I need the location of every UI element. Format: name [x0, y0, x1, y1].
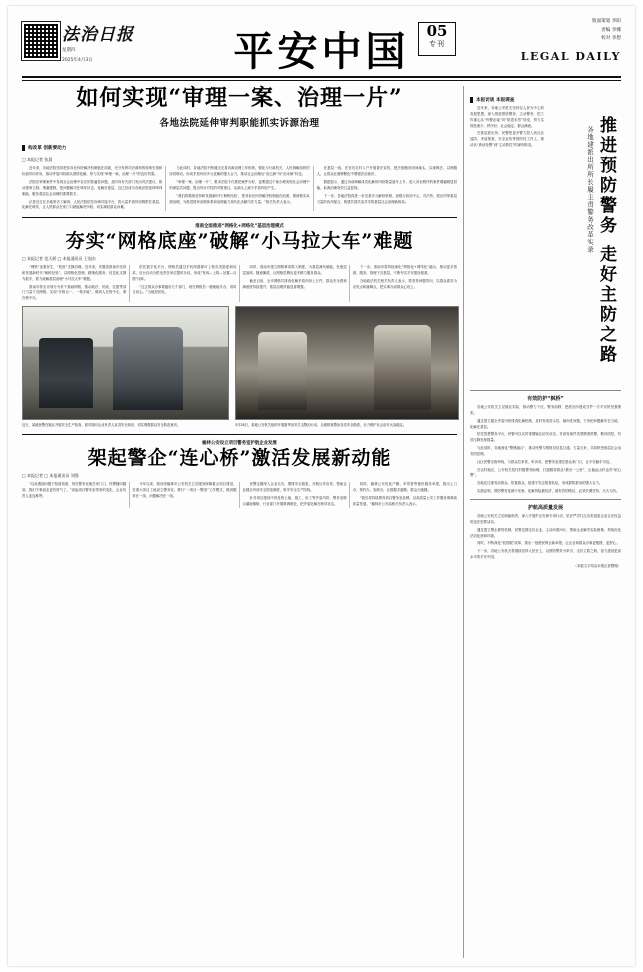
paragraph: 淮南市将全市划分为若干基础网格，推动政法、民政、住建等部门力量下沉网格，实现“多格合一、一格多能”，做到人在格中走、事在格中办。 — [22, 284, 127, 301]
right-section — [463, 86, 621, 958]
right-vertical-headline: 推进预防警务 走好主防之路 — [596, 116, 616, 365]
paragraph: 针对项目建设中涉及的土地、施工、用工等矛盾纠纷，警务室联合属地镇街、行业部门开展联调联处，把矛盾化解在萌芽状态。 — [242, 495, 347, 506]
paragraph: 民警定期深入企业走访，摸排安全隐患，开展反诈宣传，帮助企业健全内部安全防范制度，筑牢安全生产防线。 — [242, 482, 347, 493]
paragraph: 社区民警走街串巷，与群众拉家常、听诉求，把警务室建在群众家门口，让平安触手可及。 — [477, 459, 613, 464]
right-bottom-text — [470, 514, 621, 561]
story-third-kicker: 榆林公安设立项目警务室护航企业发展 — [202, 441, 277, 447]
section-divider-1 — [22, 217, 457, 218]
issue-badge — [418, 22, 456, 56]
paragraph: 今年以来，陕西省榆林市公安机关立足服务保障重点项目建设，在重大项目工地设立警务室，推行“一项目一警组”工作模式，做到服务在一线、问题解决在一线。 — [132, 482, 237, 498]
credit-line-2: 责编 李娜 — [601, 27, 621, 33]
paragraph: “我们将继续坚持和发展新时代‘枫桥经验’，把非诉讼纠纷解决机制挺在前面，做深做实诉源治理，为推进国家治理体系和治理能力现代化贡献司法力量。”相关负责人表示。 — [169, 193, 310, 204]
story-third-body — [22, 482, 457, 507]
paragraph: 法院在审理案件中发现社会治理中存在的普遍性问题，及时向有关部门发出司法建议，推动建章立制、堵漏建制，把问题解决在萌芽状态、化解在基层，这已经成为各地法院延伸审判职能、服务基层社会治理的重要抓手。 — [22, 179, 163, 196]
page-title: 平安中国 — [233, 28, 410, 75]
right-footer-note: （本版文字均由本报记者整理） — [573, 563, 621, 568]
right-divider-1 — [470, 390, 621, 391]
paragraph: 截至目前，全市网格共排查化解矛盾纠纷上万件，群众安全感和满意度持续提升，基层治理效能显著增强。 — [242, 278, 347, 289]
paragraph: 同时，榆林公安优化户籍、车驾管等便民服务举措，推出上门办、预约办、容缺办，让数据多跑路、群众少跑腿。 — [352, 482, 457, 493]
left-section — [22, 86, 457, 958]
paper-date-weekday: 星期四 — [62, 48, 76, 53]
story-main-section-tag: 构改革 创新要动力 — [22, 145, 66, 151]
story-main-body — [22, 166, 457, 211]
paragraph: 当地政法机关相关负责人表示，要坚持问题导向，以群众需求为出发点和落脚点，把实事办到群众心坎上。 — [352, 278, 457, 289]
paragraph: 在基层一线，法官们走村入户开展普法宣传，把法庭搬到田间地头，以案释法、以理服人，让群众在潜移默化中增强法治意识。 — [316, 166, 457, 177]
photo-block-right — [235, 306, 459, 428]
newspaper-sheet — [8, 6, 635, 966]
paragraph: 与此同时，各地法院不断健全完善诉源治理工作机制，强化与行政机关、人民调解组织的协同联动，形成矛盾纠纷多元化解的强大合力，推动社会治理从“治已病”向“治未病”转变。 — [169, 166, 310, 177]
paragraph: 下一步，淮南市将持续深化“网格化+网络化”融合，推动更多资源、服务、管理下沉基层，不断夯实平安建设根基。 — [352, 265, 457, 275]
paragraph: 在农村地区，公安机关依托村级警务助理，打通服务群众“最后一公里”，让偏远山村也有“贴心警”。 — [470, 467, 621, 478]
paragraph: 在基层派出所，民警把更多警力投入到社区巡防、矛盾排查、安全宣传等预防性工作上，推动从“被动处警”到“主动防控”的深刻转变。 — [470, 131, 544, 148]
photo-right-caption: 3月28日，某地公安机关组织开展夏季治安打击整治行动，全面排查整治各类安全隐患，全力维护社会治安大局稳定。 — [235, 423, 407, 428]
paragraph: 近年来，各地公安机关坚持以人民为中心的发展思想，深入推进预防警务、主动警务，把工作重心从“有警必接”向“防患未然”转变，努力实现发案少、秩序好、社会稳定、群众满意。 — [470, 106, 544, 128]
paragraph: 各地公安机关立足职能职责，深入开展护企安商专项行动，依法严厉打击各类侵害企业合法权益的违法犯罪活动。 — [470, 513, 621, 524]
photo-left — [22, 306, 229, 420]
masthead-rule-thick — [22, 76, 621, 78]
story-second-kicker: 淮南全面推进“网格化+网络化”基层治理模式 — [195, 224, 284, 230]
paragraph: 通过建立健全矛盾纠纷排查化解机制，及时发现苗头性、倾向性问题，力争把问题解决在当地、化解在基层。 — [470, 418, 621, 429]
masthead — [8, 6, 635, 82]
right-top-block — [470, 86, 588, 149]
story-third-headline: 架起警企“连心桥”激活发展新动能 — [87, 447, 392, 470]
photo-left-caption: 近日，某地民警在辖区开展安全生产检查，面对面向企业负责人宣讲安全知识，切实增强群众安全防范意识。 — [22, 423, 181, 428]
right-vertical-subhead: 各地建派出所所长履主责警务改革实录 — [586, 126, 594, 254]
credit-line-3: 校对 李想 — [601, 36, 621, 42]
paragraph: 同时，淮南市建立网格事项准入制度，为基层减负赋能，杜绝层层加码、随意摊派，让网格员腾出更多精力服务群众。 — [242, 265, 347, 275]
right-section-tag: 本报访谈 本报调查 — [470, 97, 514, 103]
paragraph: 数据显示，通过诉前调解成功化解的纠纷数量逐年上升，进入诉讼程序的案件增幅明显回落，诉源治理成效日益显现。 — [316, 179, 457, 190]
paragraph: 各地还注重发动群众、依靠群众，组建平安志愿者队伍，形成群防群治的强大合力。 — [477, 481, 603, 486]
section-divider-2 — [22, 434, 457, 435]
right-divider-2 — [470, 499, 621, 500]
paper-date: 2025年4月3日 — [62, 57, 93, 63]
right-bottom-headline: 护航高质量发展 — [527, 504, 563, 511]
story-main-headline: 如何实现“审理一案、治理一片” — [76, 85, 403, 111]
photo-right-image — [236, 307, 458, 419]
paragraph: 与此同时，各地深化“警网融合”，推动民警与网格员信息互通、力量互补，共同织密基层社会治安防控网。 — [470, 446, 621, 456]
right-top-text — [470, 106, 544, 149]
paragraph: 同时，不断深化“放管服”改革，推出一批便民利企新举措，让企业和群众办事更便捷、更舒心。 — [477, 541, 620, 546]
issue-number: 05 — [426, 22, 448, 40]
masthead-credits — [592, 18, 621, 44]
paragraph: 通过建立警企联络机制，民警定期走访企业，主动问需问计，帮助企业解决实际困难，持续优化法治化营商环境。 — [470, 527, 621, 538]
story-main — [22, 86, 457, 211]
paragraph: “以前遇到问题不知道找谁，现在警务室就在家门口，民警随叫随到，我们干事创业更有底气了。”谈起项目警务室带来的变化，企业负责人连连称赞。 — [22, 482, 127, 498]
paragraph: “我们将持续擦亮项目警务室品牌，以高质量公安工作服务保障高质量发展。”榆林市公安局相关负责人表示。 — [352, 495, 457, 506]
paragraph: 下一步，各地公安机关将继续坚持人民至上，以预防警务为牵引，走好主防之路，奋力建设更高水平的平安中国。 — [470, 549, 621, 560]
paragraph: 记者近日在多地采访了解到，人民法院依托诉调对接平台，将大量矛盾纠纷吸附在基层、化解在萌芽，让人民群众在家门口就能解决纠纷，切实减轻群众诉累。 — [22, 199, 163, 210]
story-third — [22, 440, 457, 507]
story-second — [22, 223, 457, 302]
story-second-byline: □ 本报记者 范天娇 □ 本报通讯员 王旭东 — [22, 256, 96, 262]
paragraph: 各地公安机关立足辖区实际，推动警力下沉、警务前移，把派出所建成守护一方平安的坚强堡垒。 — [470, 405, 621, 415]
story-main-byline: □ 本报记者 张晨 — [22, 157, 53, 163]
credit-line-1: 版面策划 李阳 — [591, 19, 621, 24]
paragraph: 依托数字化平台，网格员通过手机终端即可上报各类隐患和诉求，后台自动分派至责任单位限时办结，形成“发现—上报—处置—反馈”闭环。 — [132, 265, 237, 281]
story-second-body — [22, 265, 457, 302]
photo-block-left — [22, 306, 229, 428]
paper-name-cn: 法治日报 — [62, 25, 134, 45]
right-mid-text — [470, 405, 621, 495]
story-second-headline: 夯实“网格底座”破解“小马拉大车”难题 — [65, 230, 414, 253]
masthead-rule-thin — [22, 80, 621, 81]
paragraph: 依托智慧警务平台，民警可以实时掌握辖区治安动态，对高发案件类型精准预警、靶向防控，有效压降发案数量。 — [470, 432, 621, 443]
paragraph: 实践证明，预防警务是减少发案、化解风险最经济、最有效的路径，必须长期坚持、久久为功。 — [477, 489, 620, 494]
page-body — [22, 86, 621, 958]
right-mid-headline: 有效防护“枫桥” — [527, 396, 564, 402]
story-main-kicker: 各地法院延伸审判职能抓实诉源治理 — [159, 118, 320, 130]
paragraph: “网格”连着民生，“底座”支撑治理。近年来，安徽省淮南市坚持和发展新时代“枫桥经验”，以网格化管理、精细化服务、信息化支撑为抓手，着力破解基层治理“小马拉大车”难题。 — [22, 265, 127, 281]
paragraph: 下一步，各地法院将进一步完善多元解纷机制，加强与综治中心、司法所、派出所等基层力量的协作配合，构建共建共治共享的基层社会治理新格局。 — [316, 193, 457, 204]
photo-row — [22, 306, 457, 428]
paragraph: “过去群众办事要跑好几个部门，现在网格员一趟就能代办，省时又省心。”当地居民说。 — [132, 284, 237, 295]
photo-right — [235, 306, 459, 420]
legal-daily-wordmark: LEGAL DAILY — [520, 50, 621, 63]
story-third-byline: □ 本报记者 □ 本报通讯员 刘强 — [22, 473, 79, 479]
photo-left-image — [23, 307, 228, 419]
issue-label: 专刊 — [429, 40, 445, 48]
paragraph: “审理一案、治理一片”，要求法院不仅要把案件办好，更要通过个案办理发现社会治理中的深层次问题，提出有针对性的对策建议，从源头上减少矛盾纠纷产生。 — [169, 179, 310, 190]
paragraph: 近年来，各地法院坚持把非诉讼纠纷解决机制挺在前面，充分发挥司法裁判的规则引领和价值导向作用，推动矛盾纠纷源头预防化解，努力实现“审理一案、治理一片”的良好效果。 — [22, 166, 163, 177]
